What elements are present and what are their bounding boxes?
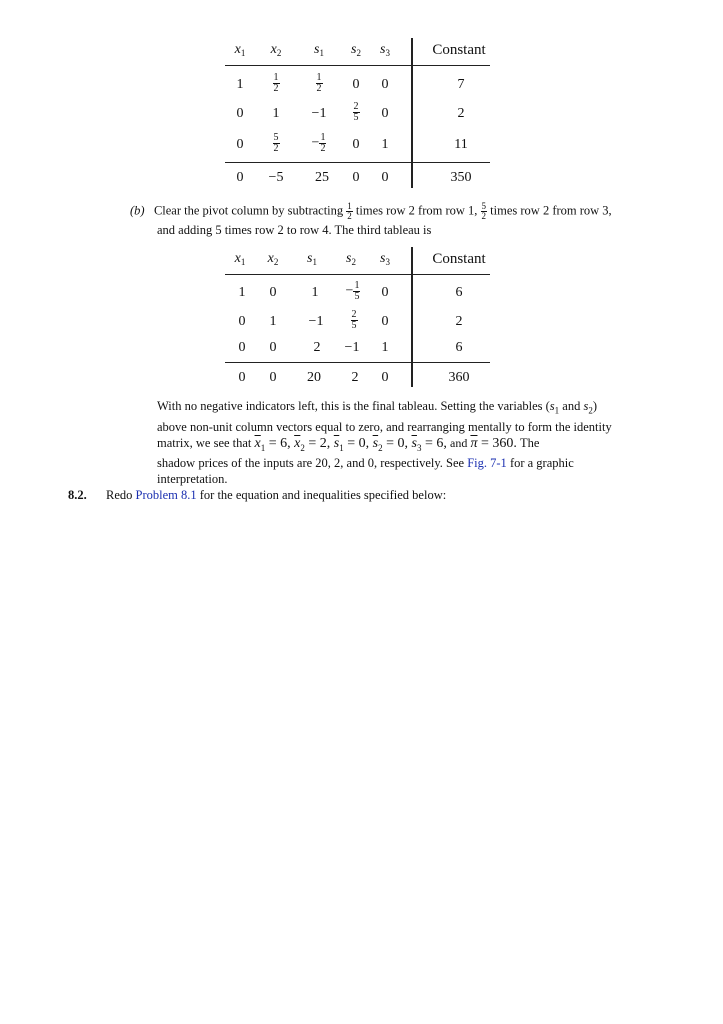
text: for the equation and inequalities specified below:: [199, 488, 447, 502]
cell: 0: [352, 77, 360, 92]
header-s2: $s_2$: [351, 42, 361, 58]
cell: −1: [344, 340, 360, 355]
cell: 20: [307, 370, 321, 385]
header-x1: $x_1$: [234, 42, 246, 58]
cell: 0: [269, 370, 277, 385]
cell: 1: [311, 285, 319, 300]
header-s1: $s_1$: [314, 42, 324, 58]
text: matrix, we see that: [157, 435, 252, 450]
cell-constant: 6: [455, 340, 463, 355]
cell: 0: [236, 170, 244, 185]
fraction-five-halves: $\frac{5}{2}$: [481, 201, 487, 221]
cell: −1: [308, 314, 324, 329]
part-b-line1: [130, 202, 670, 221]
header-s3: $s_3$: [380, 42, 390, 58]
header-constant: Constant: [432, 42, 486, 58]
conclusion-line4: [157, 455, 667, 471]
indicator-rule: [225, 362, 490, 363]
cell-constant: 2: [455, 314, 463, 329]
cell-constant: 6: [455, 285, 463, 300]
cell: 0: [381, 285, 389, 300]
cell-fraction: $\frac{1}{2}$: [273, 72, 279, 94]
text: The: [520, 435, 540, 450]
cell: 0: [238, 314, 246, 329]
header-x1: $x_1$: [234, 251, 246, 267]
cell: 0: [269, 285, 277, 300]
conclusion-line2: above non-unit column vectors equal to zero, and rearranging mentally to form the identity: [157, 419, 612, 434]
part-b-line2: [157, 222, 677, 238]
text: Clear the pivot column by subtracting: [153, 203, 344, 218]
cell: 1: [381, 340, 389, 355]
cell-constant: 360: [448, 370, 470, 385]
cell: 0: [238, 370, 246, 385]
cell-fraction: $\frac{2}{5}$: [353, 101, 359, 123]
header-rule: [225, 65, 490, 66]
cell: 2: [351, 370, 359, 385]
conclusion-paragraph: [157, 398, 667, 487]
cell: 0: [381, 77, 389, 92]
fraction-one-half: $\frac{1}{2}$: [347, 201, 352, 221]
cell: 0: [352, 137, 360, 152]
cell-fraction: − $\frac{1}{2}$: [311, 132, 326, 154]
figure-link[interactable]: Fig. 7-1: [467, 456, 507, 471]
text: for a graphic: [509, 456, 574, 471]
cell-constant: 2: [457, 106, 465, 121]
header-constant: Constant: [432, 251, 486, 267]
cell: 25: [315, 170, 329, 185]
cell: 0: [381, 314, 389, 329]
cell: 1: [269, 314, 277, 329]
header-x2: $x_2$: [270, 42, 282, 58]
part-b-text: [130, 202, 670, 221]
problem-statement: [106, 487, 666, 503]
cell-constant: 7: [457, 77, 465, 92]
header-s3: $s_3$: [380, 251, 390, 267]
problem-link[interactable]: Problem 8.1: [135, 488, 197, 502]
conclusion-line5: interpretation.: [157, 472, 228, 487]
problem-number: 8.2.: [68, 488, 87, 502]
constant-divider: [411, 38, 413, 188]
text: times row 2 from row 3,: [490, 203, 612, 218]
header-s2: $s_2$: [346, 251, 356, 267]
cell: 1: [238, 285, 246, 300]
header-s1: $s_1$: [307, 251, 317, 267]
cell-fraction: $\frac{1}{2}$: [316, 72, 322, 94]
cell-constant: 11: [454, 137, 468, 152]
header-rule: [225, 274, 490, 275]
part-label: (b): [130, 203, 145, 218]
cell-constant: 350: [450, 170, 472, 185]
cell: 1: [272, 106, 280, 121]
cell: 0: [352, 170, 360, 185]
cell: 1: [236, 77, 244, 92]
cell: 2: [313, 340, 321, 355]
cell: −1: [311, 106, 327, 121]
header-x2: $x_2$: [267, 251, 279, 267]
cell: 0: [236, 106, 244, 121]
solution-values: $\overline{x}_1 = 6$, $\overline{x}_2 = 2$, $\overline{s}_1 = 0$, $\overline{s}_2 = 0$, $\overline{s}_3 = 6$,: [254, 435, 447, 453]
text: times row 2 from row 1,: [355, 203, 478, 218]
cell: 0: [236, 137, 244, 152]
text: shadow prices of the inputs are 20, 2, and 0, respectively. See: [157, 456, 465, 471]
cell: 0: [381, 370, 389, 385]
cell: 0: [238, 340, 246, 355]
conclusion-line1: With no negative indicators left, this is the final tableau. Setting the variables ($s_1$ and $s_2$): [157, 399, 598, 416]
cell: −5: [268, 170, 284, 185]
cell: 1: [381, 137, 389, 152]
indicator-rule: [225, 162, 490, 163]
cell-fraction: $\frac{5}{2}$: [273, 132, 279, 154]
cell-fraction: $\frac{2}{5}$: [351, 309, 357, 331]
cell: 0: [269, 340, 277, 355]
text: Redo: [106, 488, 133, 502]
cell: 0: [381, 106, 389, 121]
constant-divider: [411, 247, 413, 387]
cell-fraction: − $\frac{1}{5}$: [345, 280, 360, 302]
text: and adding 5 times row 2 to row 4. The third tableau is: [157, 223, 432, 237]
conclusion-line3: matrix, we see that $\overline{x}_1 = 6$, $\overline{x}_2 = 2$, $\overline{s}_1 = 0$, $\overline{s}_2 = 0$, $\overline{s}_3 = 6$, and $\overline{\pi} = 360$. The: [157, 435, 540, 453]
cell: 0: [381, 170, 389, 185]
